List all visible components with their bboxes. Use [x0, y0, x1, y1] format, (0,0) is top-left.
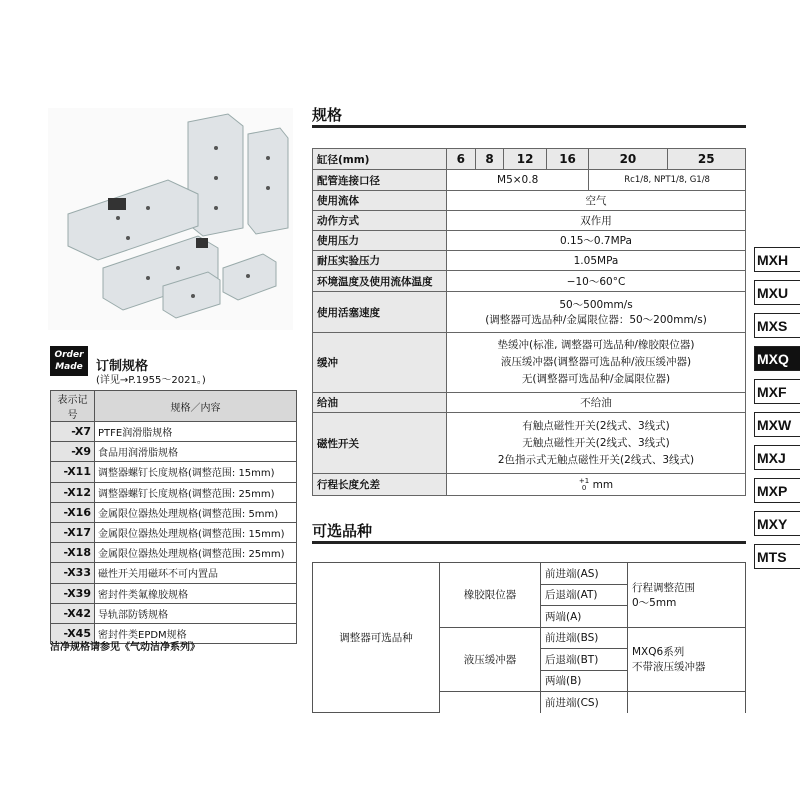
- order-made-title: 订制规格: [96, 359, 149, 374]
- spec-code: -X42: [51, 603, 95, 623]
- group-note-line-2: 不带液压缓冲器: [632, 661, 706, 674]
- group-note-partial: [628, 692, 746, 713]
- badge-line-1: Order: [54, 350, 84, 360]
- lube-value: 不给油: [447, 393, 746, 413]
- temp-label: 环境温度及使用流体温度: [313, 271, 447, 292]
- tab-mxy[interactable]: MXY: [754, 511, 800, 536]
- table-row: [313, 149, 746, 170]
- switch-value: [447, 413, 746, 474]
- table-row: [313, 271, 746, 292]
- spec-code: -X17: [51, 522, 95, 542]
- tab-mxj[interactable]: MXJ: [754, 445, 800, 470]
- table-row: [313, 413, 746, 474]
- spec-code: -X9: [51, 442, 95, 462]
- table-row: [313, 170, 746, 191]
- bore-value: 6: [447, 149, 476, 170]
- bore-value: 20: [589, 149, 667, 170]
- stroke-value: [447, 474, 746, 496]
- section-divider: [312, 125, 746, 128]
- spec-description: 密封件类氟橡胶规格: [95, 583, 297, 603]
- group-note: [628, 563, 746, 628]
- fluid-label: 使用流体: [313, 191, 447, 211]
- spec-section-title: 规格: [312, 106, 343, 124]
- cleanroom-note: 洁净规格请参见《气动洁净系列》: [50, 642, 200, 653]
- speed-label: 使用活塞速度: [313, 292, 447, 333]
- option-item: 前进端(AS): [541, 563, 628, 585]
- tab-mxu[interactable]: MXU: [754, 280, 800, 305]
- table-row: [313, 292, 746, 333]
- stroke-tolerance-upper: +1: [578, 476, 590, 485]
- group-note-line-2: 0～5mm: [632, 596, 677, 609]
- spec-description: 密封件类EPDM规格: [95, 623, 297, 643]
- table-row: [51, 583, 297, 603]
- switch-line-1: 有触点磁性开关(2线式、3线式): [522, 419, 670, 432]
- spec-code: -X16: [51, 502, 95, 522]
- tab-mxp[interactable]: MXP: [754, 478, 800, 503]
- product-photo: [48, 108, 293, 330]
- table-row: [51, 543, 297, 563]
- options-section-title: 可选品种: [312, 522, 373, 540]
- table-row: [51, 462, 297, 482]
- bore-value: 25: [667, 149, 745, 170]
- table-row: [313, 474, 746, 496]
- tab-mxf[interactable]: MXF: [754, 379, 800, 404]
- stroke-tolerance-lower: 0: [581, 483, 587, 492]
- spec-description: 金属限位器热处理规格(调整范围: 25mm): [95, 543, 297, 563]
- tab-mts[interactable]: MTS: [754, 544, 800, 569]
- fluid-value: 空气: [447, 191, 746, 211]
- pressure-value: 0.15～0.7MPa: [447, 231, 746, 251]
- proof-value: 1.05MPa: [447, 251, 746, 271]
- spec-description: 调整器螺钉长度规格(调整范围: 25mm): [95, 482, 297, 502]
- table-row: [51, 563, 297, 583]
- bore-value: 12: [504, 149, 546, 170]
- table-row: [313, 333, 746, 393]
- order-made-note: (详见→P.1955～2021。): [96, 375, 206, 386]
- cushion-line-2: 液压缓冲器(调整器可选品种/液压缓冲器): [500, 356, 692, 368]
- table-row: [51, 522, 297, 542]
- stroke-unit: mm: [592, 478, 614, 491]
- proof-label: 耐压实验压力: [313, 251, 447, 271]
- spec-description: 金属限位器热处理规格(调整范围: 15mm): [95, 522, 297, 542]
- table-row: [51, 482, 297, 502]
- order-made-badge: [50, 346, 88, 376]
- stroke-label: 行程长度允差: [313, 474, 447, 496]
- bore-label: 缸径(mm): [313, 149, 447, 170]
- option-item: 两端(A): [541, 606, 628, 628]
- header-spec: 规格／内容: [95, 391, 297, 422]
- spec-code: -X11: [51, 462, 95, 482]
- temp-value: −10～60°C: [447, 271, 746, 292]
- table-header-row: [51, 391, 297, 422]
- port-value-b: Rc1/8, NPT1/8, G1/8: [589, 170, 746, 191]
- speed-value: [447, 292, 746, 333]
- table-row: [51, 502, 297, 522]
- spec-code: -X7: [51, 422, 95, 442]
- cushion-line-3: 无(调整器可选品种/金属限位器): [521, 373, 671, 385]
- spec-table: [312, 148, 746, 496]
- option-item: 前进端(BS): [541, 627, 628, 649]
- option-item: 后退端(BT): [541, 649, 628, 671]
- switch-line-3: 2色指示式无触点磁性开关(2线式、3线式): [497, 453, 695, 466]
- table-row: [313, 393, 746, 413]
- lube-label: 给油: [313, 393, 447, 413]
- group-note-line-1: 行程调整范围: [632, 581, 695, 594]
- group-note-line-1: MXQ6系列: [632, 646, 685, 659]
- cushion-line-1: 垫缓冲(标准, 调整器可选品种/橡胶限位器): [497, 339, 695, 351]
- action-value: 双作用: [447, 211, 746, 231]
- table-row: [313, 563, 746, 585]
- bore-value: 8: [475, 149, 504, 170]
- badge-line-2: Made: [55, 362, 83, 372]
- spec-description: 磁性开关用磁环不可内置品: [95, 563, 297, 583]
- group-note: [628, 627, 746, 692]
- option-item: 后退端(AT): [541, 584, 628, 606]
- option-item: 两端(B): [541, 670, 628, 692]
- tab-mxw[interactable]: MXW: [754, 412, 800, 437]
- order-made-rows: [51, 422, 297, 644]
- cushion-value: [447, 333, 746, 393]
- spec-description: 导轨部防锈规格: [95, 603, 297, 623]
- options-main-label: 调整器可选品种: [313, 563, 440, 713]
- group-name-partial: [440, 692, 541, 713]
- table-row: [51, 603, 297, 623]
- table-row: [313, 231, 746, 251]
- options-table: [312, 562, 746, 713]
- pressure-label: 使用压力: [313, 231, 447, 251]
- spec-code: -X33: [51, 563, 95, 583]
- order-made-table: [50, 390, 297, 644]
- tab-mxh[interactable]: MXH: [754, 247, 800, 272]
- tab-mxs[interactable]: MXS: [754, 313, 800, 338]
- switch-line-2: 无触点磁性开关(2线式、3线式): [522, 436, 670, 449]
- spec-code: -X12: [51, 482, 95, 502]
- action-label: 动作方式: [313, 211, 447, 231]
- table-row: [313, 211, 746, 231]
- group-name: 橡胶限位器: [440, 563, 541, 628]
- speed-line-1: 50～500mm/s: [559, 299, 633, 311]
- table-row: [51, 442, 297, 462]
- spec-description: 食品用润滑脂规格: [95, 442, 297, 462]
- table-row: [51, 422, 297, 442]
- header-code: 表示记号: [51, 391, 95, 422]
- table-row: [313, 191, 746, 211]
- bore-value: 16: [546, 149, 588, 170]
- section-divider: [312, 541, 746, 544]
- spec-code: -X39: [51, 583, 95, 603]
- tab-mxq[interactable]: MXQ: [754, 346, 800, 371]
- port-value-a: M5×0.8: [447, 170, 589, 191]
- table-row: [313, 251, 746, 271]
- group-name: 液压缓冲器: [440, 627, 541, 692]
- cushion-label: 缓冲: [313, 333, 447, 393]
- switch-label: 磁性开关: [313, 413, 447, 474]
- spec-description: 金属限位器热处理规格(调整范围: 5mm): [95, 502, 297, 522]
- port-label: 配管连接口径: [313, 170, 447, 191]
- spec-code: -X18: [51, 543, 95, 563]
- spec-code: -X45: [51, 623, 95, 643]
- option-item: 前进端(CS): [541, 692, 628, 713]
- spec-description: 调整器螺钉长度规格(调整范围: 15mm): [95, 462, 297, 482]
- speed-line-2: (调整器可选品种/金属限位器：50～200mm/s): [485, 314, 707, 326]
- spec-description: PTFE润滑脂规格: [95, 422, 297, 442]
